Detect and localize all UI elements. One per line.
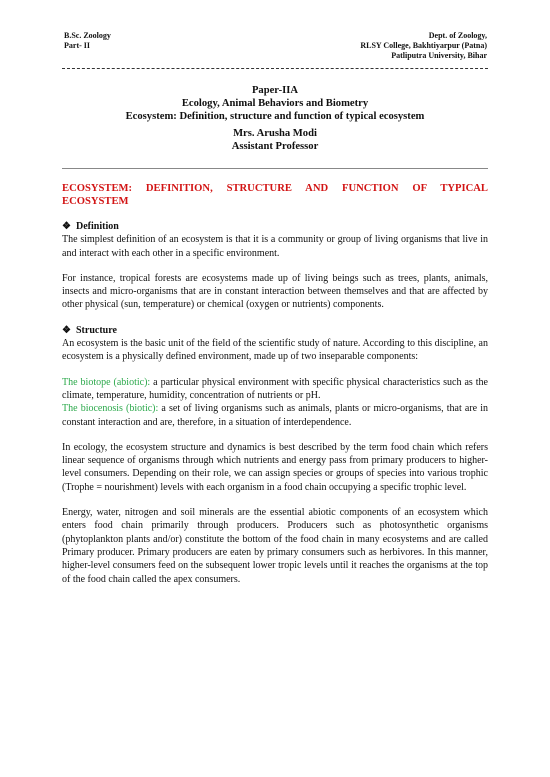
biocenosis-term: The biocenosis (biotic): bbox=[62, 403, 159, 415]
paper-title: Paper-IIA bbox=[251, 85, 299, 96]
header-course: B.Sc. Zoology bbox=[64, 31, 111, 40]
author-name: Mrs. Arusha Modi bbox=[233, 128, 317, 139]
header-part: Part- II bbox=[64, 41, 90, 50]
title-block bbox=[62, 84, 488, 123]
definition-heading bbox=[62, 220, 488, 233]
title-divider bbox=[62, 168, 488, 169]
main-heading: ECOSYSTEM: DEFINITION, STRUCTURE AND FUNCTION OF TYPICAL ECOSYSTEM bbox=[62, 183, 488, 207]
diamond-bullet-icon: ❖ bbox=[62, 221, 71, 232]
biotope-text: a particular physical environment with specific physical characteristics such as the climate, temperature, humidity, concentration of nutrients or pH. bbox=[62, 376, 488, 401]
biocenosis-text: a set of living organisms such as animals, plants or micro-organisms, that are in constant interaction and are, therefore, in a situation of interdependence. bbox=[62, 403, 489, 428]
diamond-bullet-icon: ❖ bbox=[62, 324, 71, 336]
biocenosis-definition bbox=[62, 402, 488, 429]
biotope-definition bbox=[62, 376, 488, 403]
header-dashed-divider bbox=[62, 68, 488, 69]
biotope-term: The biotope (abiotic): bbox=[62, 376, 151, 388]
header-university: Patliputra University, Bihar bbox=[391, 51, 487, 60]
header-right bbox=[360, 31, 487, 61]
structure-heading bbox=[62, 324, 488, 337]
definition-paragraph-1: The simplest definition of an ecosystem is that it is a community or group of living organisms that live in and interact with each other in a specific environment. bbox=[62, 234, 488, 259]
structure-paragraph-4: Energy, water, nitrogen and soil minerals are the essential abiotic components of an ecosystem which enters food chain primarily through producers. Producers such as photosynthetic organisms (phytoplankton plants and/or) constitute the bottom of the food chain in many ecosystems and are called Primary producer. Primary producers are eaten by primary consumers such as herbivores. In this manner, higher-level consumers feed on the subsequent lower tropic levels until it reaches the organisms at the top of the food chain called the apex consumers. bbox=[62, 507, 488, 585]
header-left bbox=[64, 31, 111, 51]
subject-title: Ecology, Animal Behaviors and Biometry bbox=[181, 98, 369, 109]
author-block bbox=[62, 127, 488, 153]
definition-heading-text: Definition bbox=[76, 221, 119, 232]
author-designation: Assistant Professor bbox=[231, 141, 319, 152]
structure-paragraph-1: An ecosystem is the basic unit of the field of the scientific study of nature. According to this discipline, an ecosystem is a physically defined environment, made up of two inseparable components: bbox=[62, 338, 488, 363]
definition-paragraph-2: For instance, tropical forests are ecosystems made up of living beings such as trees, plants, animals, insects and micro-organisms that are in constant interaction between themselves and that are affected by other physical (sun, temperature) or chemical (oxygen or nutrients) components. bbox=[62, 272, 488, 311]
structure-paragraph-3: In ecology, the ecosystem structure and dynamics is best described by the term food chain which refers linear sequence of organisms through which nutrients and energy pass from primary producers to higher-level consumers. Depending on their role, we can assign species or groups of species into various trophic (Trophe = nourishment) levels with each organism in a food chain occupying a specific trophic level. bbox=[62, 441, 488, 493]
document-body bbox=[62, 182, 488, 598]
structure-heading-text: Structure bbox=[76, 324, 117, 336]
header-college: RLSY College, Bakhtiyarpur (Patna) bbox=[360, 41, 487, 50]
topic-title: Ecosystem: Definition, structure and function of typical ecosystem bbox=[125, 111, 425, 122]
header-dept: Dept. of Zoology, bbox=[428, 31, 487, 40]
